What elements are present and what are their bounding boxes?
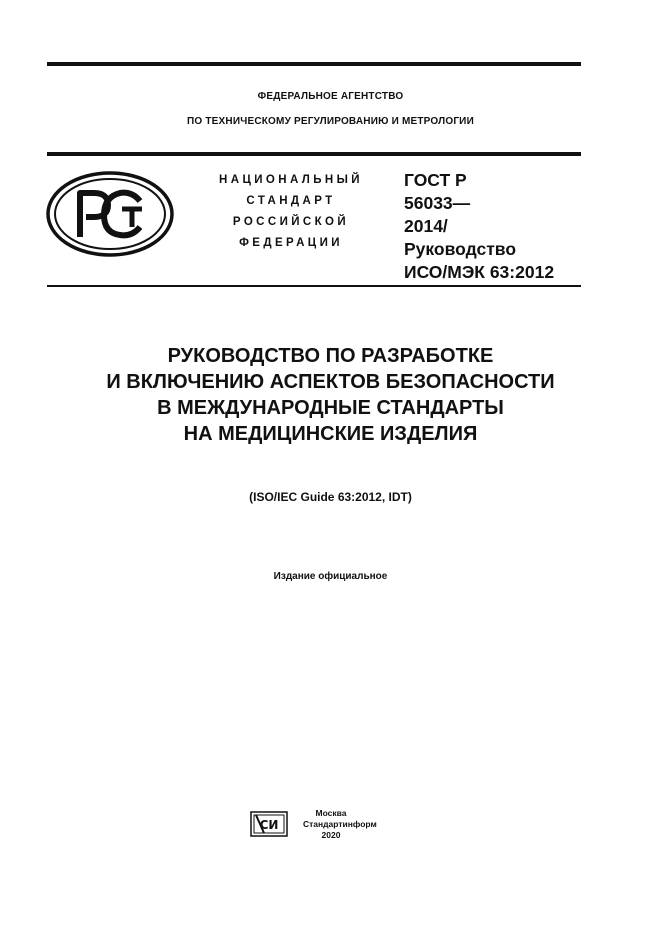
top-rule bbox=[47, 62, 581, 66]
national-standard-line: РОССИЙСКОЙ bbox=[232, 216, 350, 228]
standard-designation bbox=[404, 169, 584, 284]
title-line: В МЕЖДУНАРОДНЫЕ СТАНДАРТЫ bbox=[157, 397, 504, 419]
iso-reference: (ISO/IEC Guide 63:2012, IDT) bbox=[249, 490, 412, 504]
designation-line: 2014/ bbox=[404, 216, 448, 236]
document-title bbox=[0, 343, 661, 447]
publication-year: 2020 bbox=[321, 830, 341, 840]
national-standard-line: НАЦИОНАЛЬНЫЙ bbox=[219, 174, 363, 186]
edition-label: Издание официальное bbox=[273, 571, 388, 582]
publisher-city: Москва bbox=[315, 808, 347, 818]
title-line: РУКОВОДСТВО ПО РАЗРАБОТКЕ bbox=[167, 345, 494, 367]
designation-line: ГОСТ Р bbox=[404, 170, 467, 190]
svg-text:СИ: СИ bbox=[259, 818, 279, 832]
publisher-info bbox=[303, 808, 377, 841]
bottom-rule bbox=[47, 285, 581, 287]
designation-line: 56033— bbox=[404, 193, 471, 213]
agency-name-line1: ФЕДЕРАЛЬНОЕ АГЕНТСТВО bbox=[257, 91, 404, 102]
national-standard-label bbox=[196, 170, 386, 254]
middle-rule bbox=[47, 152, 581, 156]
title-line: НА МЕДИЦИНСКИЕ ИЗДЕЛИЯ bbox=[183, 423, 478, 445]
national-standard-line: ФЕДЕРАЦИИ bbox=[239, 237, 343, 249]
publisher-name: Стандартинформ bbox=[303, 819, 377, 829]
designation-line: ИСО/МЭК 63:2012 bbox=[404, 262, 555, 282]
designation-line: Руководство bbox=[404, 239, 517, 259]
title-line: И ВКЛЮЧЕНИЮ АСПЕКТОВ БЕЗОПАСНОСТИ bbox=[106, 371, 555, 393]
rst-certification-mark-icon bbox=[46, 171, 174, 257]
agency-name-line2: ПО ТЕХНИЧЕСКОМУ РЕГУЛИРОВАНИЮ И МЕТРОЛОГИИ bbox=[187, 116, 474, 127]
standartinform-logo-icon bbox=[250, 811, 288, 837]
national-standard-line: СТАНДАРТ bbox=[246, 195, 336, 207]
